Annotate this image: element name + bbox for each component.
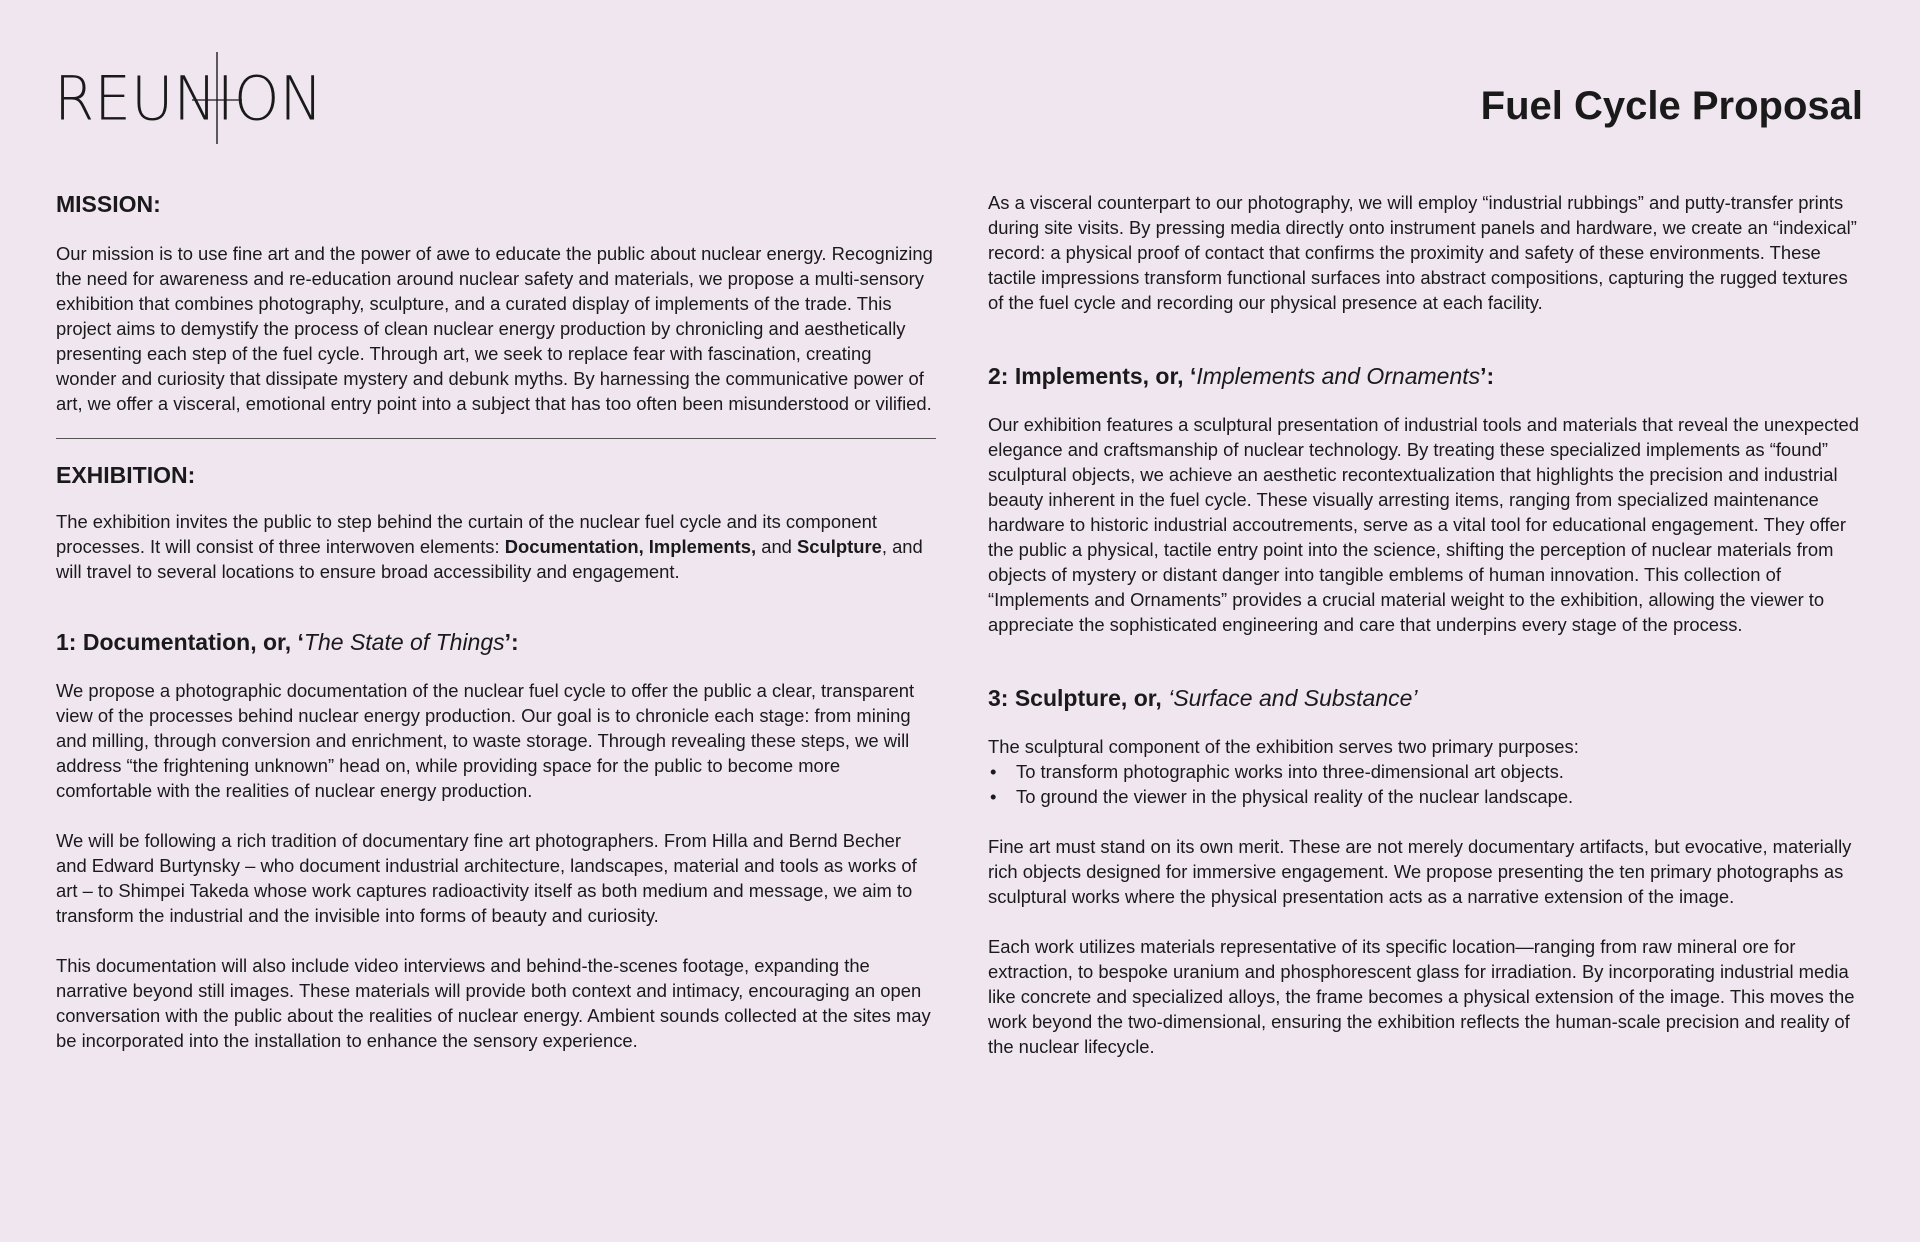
exhibition-intro: The exhibition invites the public to step behind the curtain of the nuclear fuel cycle and its component processes. It will consist of three interwoven elements: Documentation, Implements, and Sculpture, and will travel to several locations to ensure broad accessibility and engagement. — [56, 510, 923, 582]
left-column — [56, 190, 936, 1053]
right-column — [988, 190, 1868, 1059]
documentation-heading: 1: Documentation, or, ‘The State of Things’: — [56, 628, 519, 655]
implements-paragraph: Our exhibition features a sculptural presentation of industrial tools and materials that reveal the unexpected elegance and craftsmanship of nuclear technology. By treating these specialized implements as “found” sculptural objects, we achieve an aesthetic recontextualization that highlights the precision and industrial beauty inherent in the fuel cycle. These visually arresting items, ranging from specialized maintenance hardware to historic industrial accoutrements, serve as a vital tool for educational engagement. They offer the public a physical, tactile entry point into the science, shifting the perception of nuclear materials from objects of mystery or distant danger into tangible emblems of human innovation. This collection of “Implements and Ornaments” provides a crucial material weight to the exhibition, allowing the viewer to appreciate the sophisticated engineering and care that underpins every stage of the process. — [988, 413, 1859, 635]
documentation-paragraph-4: As a visceral counterpart to our photography, we will employ “industrial rubbings” and putty-transfer prints during site visits. By pressing media directly onto instrument panels and hardware, we create an “indexical” record: a physical proof of contact that confirms the proximity and safety of these environments. These tactile impressions transform functional surfaces into abstract compositions, capturing the rugged textures of the fuel cycle and recording our physical presence at each facility. — [988, 192, 1857, 313]
mission-heading: MISSION: — [56, 191, 161, 217]
section-divider — [56, 438, 936, 439]
exhibition-heading: EXHIBITION: — [56, 461, 196, 488]
logo-text: REUNION — [54, 62, 323, 135]
sculpture-purposes-list — [988, 759, 1868, 809]
sculpture-intro: The sculptural component of the exhibition serves two primary purposes: — [988, 735, 1579, 757]
list-item: • To transform photographic works into three-dimensional art objects. — [988, 759, 1868, 784]
list-item: • To ground the viewer in the physical reality of the nuclear landscape. — [988, 784, 1868, 809]
sculpture-paragraph-2: Each work utilizes materials representative of its specific location—ranging from raw mineral ore for extraction, to bespoke uranium and phosphorescent glass for irradiation. By incorporating industrial media like concrete and specialized alloys, the frame becomes a physical extension of the image. This moves the work beyond the two-dimensional, ensuring the exhibition reflects the human-scale precision and reality of the nuclear lifecycle. — [988, 935, 1855, 1057]
mission-body: Our mission is to use fine art and the power of awe to educate the public about nuclear energy. Recognizing the need for awareness and re-education around nuclear safety and materials, we propose a multi-sensory exhibition that combines photography, sculpture, and a curated display of implements of the trade. This project aims to demystify the process of clean nuclear energy production by chronicling and aesthetically presenting each step of the fuel cycle. Through art, we seek to replace fear with fascination, creating wonder and curiosity that dissipate mystery and debunk myths. By harnessing the communicative power of art, we offer a visceral, emotional entry point into a subject that has too often been misunderstood or vilified. — [56, 242, 933, 414]
documentation-paragraph-1: We propose a photographic documentation of the nuclear fuel cycle to offer the public a clear, transparent view of the processes behind nuclear energy production. Our goal is to chronicle each stage: from mining and milling, through conversion and enrichment, to waste storage. Through revealing these steps, we will address “the frightening unknown” head on, while providing space for the public to become more comfortable with the realities of nuclear energy production. — [56, 679, 915, 801]
documentation-paragraph-2: We will be following a rich tradition of documentary fine art photographers. From Hilla and Bernd Becher and Edward Burtynsky – who document industrial architecture, landscapes, material and tools as works of art – to Shimpei Takeda whose work captures radioactivity itself as both medium and message, we aim to transform the industrial and the invisible into forms of beauty and curiosity. — [56, 829, 917, 926]
logo-globe-icon — [54, 52, 294, 148]
documentation-paragraph-3: This documentation will also include video interviews and behind-the-scenes footage, expanding the narrative beyond still images. These materials will provide both context and intimacy, encouraging an open conversation with the public about the realities of nuclear energy. Ambient sounds collected at the sites may be incorporated into the installation to enhance the sensory experience. — [56, 954, 931, 1051]
sculpture-paragraph-1: Fine art must stand on its own merit. These are not merely documentary artifacts, but evocative, materially rich objects designed for immersive engagement. We propose presenting the ten primary photographs as sculptural works where the physical presentation acts as a narrative extension of the image. — [988, 835, 1852, 907]
implements-heading: 2: Implements, or, ‘Implements and Ornaments’: — [988, 363, 1495, 389]
sculpture-heading: 3: Sculpture, or, ‘Surface and Substance’ — [988, 684, 1418, 711]
document-title: Fuel Cycle Proposal — [1480, 84, 1863, 128]
reunion-logo — [54, 52, 323, 148]
